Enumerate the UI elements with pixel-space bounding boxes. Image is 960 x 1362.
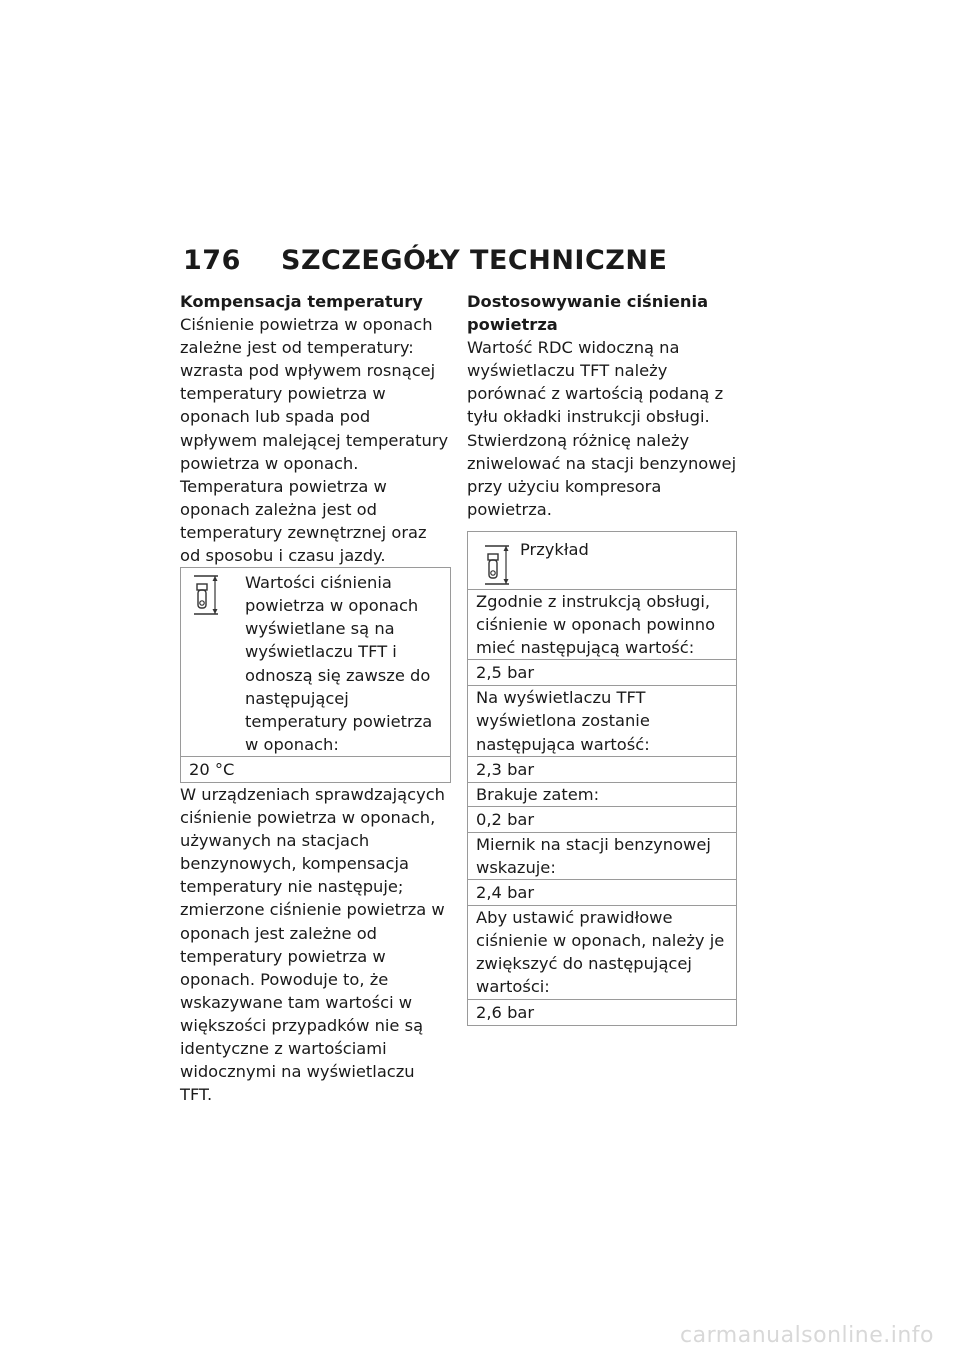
pressure-adjustment-text: Wartość RDC widoczną na wyświetlaczu TFT należy porównać z wartością podaną z tyłu okładki instrukcji obsługi. Stwierdzoną różnicę należy zniwelować na stacji benzynowej przy użyciu kompresora powietrza. bbox=[467, 338, 737, 519]
example-row-text: Brakuje zatem: bbox=[468, 782, 736, 806]
example-box bbox=[467, 531, 737, 1026]
page-number: 176 bbox=[183, 245, 241, 276]
section-heading-temperature-compensation: Kompensacja temperatury bbox=[180, 292, 423, 311]
example-row-value: 0,2 bar bbox=[468, 806, 736, 832]
note-value: 20 °C bbox=[181, 756, 450, 782]
page-header bbox=[183, 245, 667, 276]
section-heading-pressure-adjustment: Dostosowywanie ciśnienia powietrza bbox=[467, 292, 709, 335]
left-column bbox=[180, 290, 450, 1106]
right-column bbox=[467, 290, 737, 1026]
example-row-value: 2,6 bar bbox=[468, 999, 736, 1025]
watermark: carmanualsonline.info bbox=[680, 1323, 934, 1348]
example-header bbox=[468, 532, 736, 589]
example-row-text: Aby ustawić prawidłowe ciśnienie w oponach, należy je zwiększyć do następującej wartości: bbox=[468, 905, 736, 998]
page-title: SZCZEGÓŁY TECHNICZNE bbox=[281, 245, 668, 276]
pressure-check-text: W urządzeniach sprawdzających ciśnienie powietrza w oponach, używanych na stacjach benzynowych, kompensacja temperatury nie następuje; zmierzone ciśnienie powietrza w oponach jest zależne od temperatury powietrza w oponach. Powoduje to, że wskazywane tam wartości w większości przypadków nie są identyczne z wartościami widocznymi na wyświetlaczu TFT. bbox=[180, 784, 445, 1105]
note-box bbox=[180, 567, 451, 783]
example-row-value: 2,3 bar bbox=[468, 756, 736, 782]
tire-pressure-gauge-icon bbox=[191, 574, 221, 616]
example-label: Przykład bbox=[520, 539, 589, 559]
example-row-text: Miernik na stacji benzynowej wskazuje: bbox=[468, 832, 736, 879]
example-row-text: Zgodnie z instrukcją obsługi, ciśnienie w oponach powinno mieć następującą wartość: bbox=[468, 589, 736, 659]
example-row-value: 2,5 bar bbox=[468, 659, 736, 685]
tire-pressure-gauge-icon bbox=[482, 544, 512, 586]
example-row-value: 2,4 bar bbox=[468, 879, 736, 905]
example-row-text: Na wyświetlaczu TFT wyświetlona zostanie następująca wartość: bbox=[468, 685, 736, 755]
temperature-compensation-text: Ciśnienie powietrza w oponach zależne jest od temperatury: wzrasta pod wpływem rosnącej temperatury powietrza w oponach lub spada pod wpływem malejącej temperatury powietrza w oponach. Temperatura powietrza w oponach zależna jest od temperatury zewnętrznej oraz od sposobu i czasu jazdy. bbox=[180, 315, 449, 566]
note-text: Wartości ciśnienia powietrza w oponach wyświetlane są na wyświetlaczu TFT i odnoszą się zawsze do następującej temperatury powietrza w oponach: bbox=[245, 573, 433, 754]
note-box-header bbox=[181, 568, 450, 756]
